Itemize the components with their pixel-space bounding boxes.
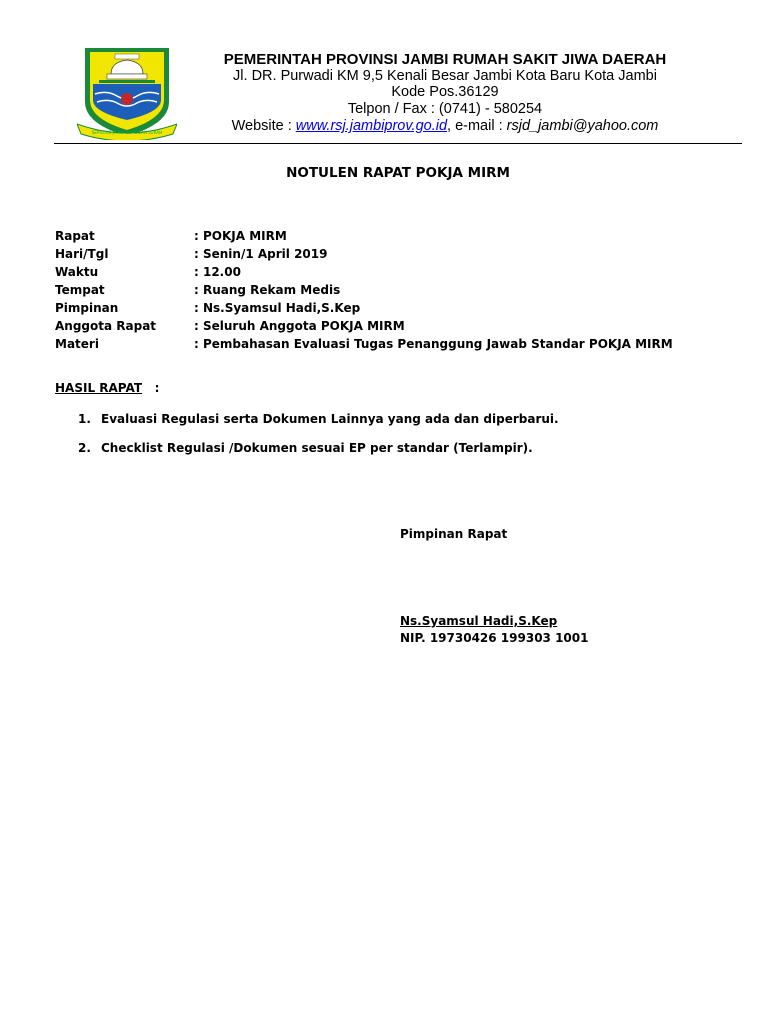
field-label: Anggota Rapat	[55, 319, 157, 333]
results-heading-colon: :	[142, 381, 160, 395]
email-label: , e-mail :	[447, 118, 507, 134]
institution-phone: Telpon / Fax : (0741) - 580254	[347, 101, 543, 117]
signature-name: Ns.Syamsul Hadi,S.Kep	[400, 614, 558, 628]
header-divider	[54, 143, 742, 144]
field-value: : POKJA MIRM	[194, 229, 287, 243]
list-item-number: 1.	[78, 412, 91, 426]
institution-title: PEMERINTAH PROVINSI JAMBI RUMAH SAKIT JIWA DAERAH	[223, 51, 667, 68]
signature-nip: NIP. 19730426 199303 1001	[400, 631, 589, 645]
list-item-text: Checklist Regulasi /Dokumen sesuai EP per standar (Terlampir).	[101, 441, 533, 455]
field-value: : 12.00	[194, 265, 241, 279]
field-value: : Ns.Syamsul Hadi,S.Kep	[194, 301, 361, 315]
rsj-jambi-logo	[77, 44, 177, 140]
field-label: Rapat	[55, 229, 95, 243]
logo-motto: SEPUCUK JAMBI SEMBILAN LURAH	[91, 130, 163, 135]
website-label: Website :	[231, 118, 296, 134]
field-label: Pimpinan	[55, 301, 119, 315]
website-link[interactable]: www.rsj.jambiprov.go.id	[295, 118, 448, 134]
signature-role: Pimpinan Rapat	[400, 527, 508, 541]
institution-contact	[190, 118, 700, 134]
field-label: Hari/Tgl	[55, 247, 109, 261]
field-label: Materi	[55, 337, 99, 351]
results-heading-text: HASIL RAPAT	[55, 381, 143, 395]
field-label: Tempat	[55, 283, 105, 297]
results-heading	[55, 381, 159, 395]
field-label: Waktu	[55, 265, 99, 279]
document-title: NOTULEN RAPAT POKJA MIRM	[286, 165, 510, 181]
field-value: : Seluruh Anggota POKJA MIRM	[194, 319, 405, 333]
email-address: rsjd_jambi@yahoo.com	[506, 118, 659, 134]
institution-postal-code: Kode Pos.36129	[391, 84, 499, 100]
field-value: : Ruang Rekam Medis	[194, 283, 341, 297]
institution-address: Jl. DR. Purwadi KM 9,5 Kenali Besar Jambi Kota Baru Kota Jambi	[233, 68, 657, 84]
field-value: : Senin/1 April 2019	[194, 247, 328, 261]
list-item-text: Evaluasi Regulasi serta Dokumen Lainnya yang ada dan diperbarui.	[101, 412, 559, 426]
list-item-number: 2.	[78, 441, 91, 455]
field-value: : Pembahasan Evaluasi Tugas Penanggung Jawab Standar POKJA MIRM	[194, 337, 673, 351]
